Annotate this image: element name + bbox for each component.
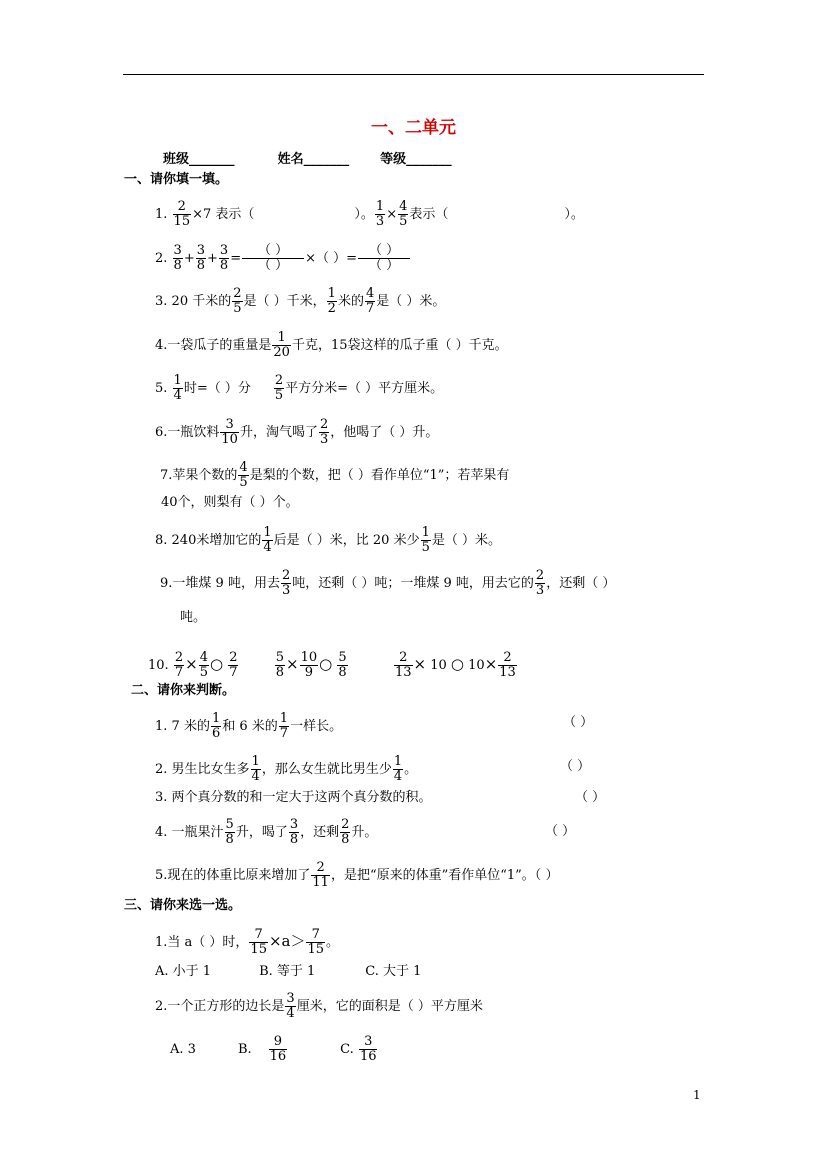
name-label: 姓名_______ xyxy=(277,152,350,167)
option-a: A. 3 xyxy=(170,1042,196,1057)
grade-label: 等级_______ xyxy=(380,152,452,167)
s1-question-9-cont: 吨。 xyxy=(180,610,207,625)
fraction: $\frac{2}{15}$ xyxy=(173,199,191,229)
compare-circle: ○ xyxy=(319,655,333,673)
s2-answer-1: （ ） xyxy=(563,715,594,730)
s1-question-7-cont: 40个，则梨有（ ）个。 xyxy=(161,495,299,510)
s2-answer-2: （ ） xyxy=(560,759,591,774)
student-info-line xyxy=(163,152,452,168)
s1-question-4: 4.一袋瓜子的重量是 $\frac{1}{20}$ 千克，15袋这样的瓜子重（ ）千克。 xyxy=(155,330,508,360)
s2-question-1: 1. 7 米的 $\frac{1}{6}$ 和 6 米的 $\frac{1}{7}$ 一样长。 xyxy=(155,711,343,741)
option-a: A. 小于 1 xyxy=(155,964,212,979)
s1-question-7: 7.苹果个数的 $\frac{4}{5}$ 是梨的个数，把（ ）看作单位“1”；若苹果有 xyxy=(160,460,510,490)
page-title: 一、二单元 xyxy=(371,118,456,138)
s3-q1-options xyxy=(155,964,421,980)
compare-circle: ○ xyxy=(209,655,224,673)
option-c: C. xyxy=(340,1042,354,1057)
page-number: 1 xyxy=(693,1088,701,1102)
s3-question-1: 1.当 a（ ）时， $\frac{7}{15}$ ×a＞ $\frac{7}{15}$ 。 xyxy=(155,927,340,957)
section-2-heading: 二、请你来判断。 xyxy=(131,683,236,698)
s1-question-6: 6.一瓶饮料 $\frac{3}{10}$ 升，淘气喝了 $\frac{2}{3}$ ，他喝了（ ）升。 xyxy=(155,417,439,447)
fraction: $\frac{4}{5}$ xyxy=(399,199,408,229)
s2-answer-4: （ ） xyxy=(545,824,576,839)
section-1-heading: 一、请你填一填。 xyxy=(124,172,229,187)
s2-question-2: 2. 男生比女生多 $\frac{1}{4}$ ，那么女生就比男生少 $\frac{1}{4}$ 。 xyxy=(155,754,418,784)
s2-question-4: 4. 一瓶果汁 $\frac{5}{8}$ 升，喝了 $\frac{3}{8}$ ，还剩 $\frac{2}{8}$ 升。 xyxy=(155,817,378,847)
option-b: B. 等于 1 xyxy=(259,964,316,979)
s1-question-5: 5. $\frac{1}{4}$ 时=（ ）分 $\frac{2}{5}$ 平方分米=（ ）平方厘米。 xyxy=(155,373,444,403)
s2-question-3: 3. 两个真分数的和一定大于这两个真分数的积。 xyxy=(155,790,432,805)
section-3-heading: 三、请你来选一选。 xyxy=(124,898,242,913)
s1-question-9: 9.一堆煤 9 吨，用去 $\frac{2}{3}$ 吨，还剩（ ）吨；一堆煤 9 吨，用去它的 $\frac{2}{3}$ ，还剩（ ） xyxy=(160,568,616,598)
s3-q2-options: A. 3 B. $\frac{9}{16}$ C. $\frac{3}{16}$ xyxy=(170,1034,377,1064)
s3-question-2: 2.一个正方形的边长是 $\frac{3}{4}$ 厘米，它的面积是（ ）平方厘米 xyxy=(155,991,483,1021)
class-label: 班级_______ xyxy=(163,152,235,167)
option-b: B. xyxy=(237,1042,252,1057)
header-rule xyxy=(123,74,704,75)
option-c: C. 大于 1 xyxy=(365,964,422,979)
s1-question-8: 8. 240米增加它的 $\frac{1}{4}$ 后是（ ）米，比 20 米少 $\frac{1}{5}$ 是（ ）米。 xyxy=(155,525,502,555)
s1-question-2: 2. $\frac{3}{8}$ + $\frac{3}{8}$ + $\frac{3}{8}$ = $\frac{( )}{( )}$ ×（ ）= $\frac{( )}{( )}$ xyxy=(155,244,411,273)
compare-circle: ○ xyxy=(450,655,465,673)
s2-question-5: 5.现在的体重比原来增加了 $\frac{2}{11}$ ，是把“原来的体重”看作单位“1”。（ ） xyxy=(155,860,559,890)
fraction: $\frac{1}{3}$ xyxy=(375,199,385,229)
s1-question-10: 10. $\frac{2}{7}$ × $\frac{4}{5}$ ○ $\frac{2}{7}$ $\frac{5}{8}$ × $\frac{10}{9}$ ○ $\frac{5}{8}$ $\frac{2}{13}$ × 10 ○ 10× $\frac{2}{13}$ xyxy=(148,650,516,680)
s1-question-3: 3. 20 千米的 $\frac{2}{5}$ 是（ ）千米， $\frac{1}{2}$ 米的 $\frac{4}{7}$ 是（ ）米。 xyxy=(155,286,446,316)
s2-answer-3: （ ） xyxy=(575,790,606,805)
s1-question-1: 1. $\frac{2}{15}$ ×7 表示（ ）。 $\frac{1}{3}$ × $\frac{4}{5}$ 表示（ ）。 xyxy=(155,199,584,229)
